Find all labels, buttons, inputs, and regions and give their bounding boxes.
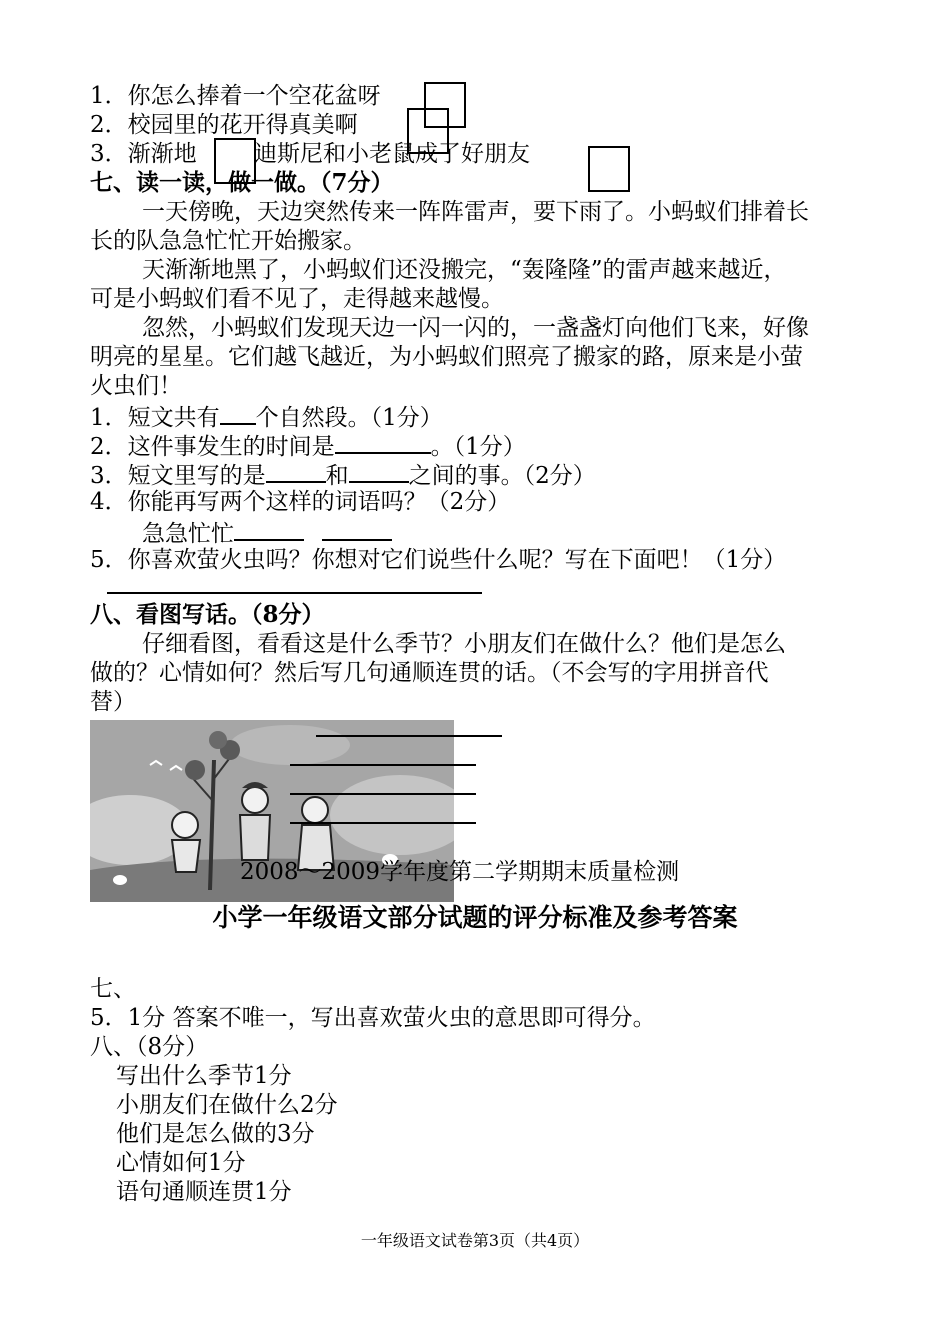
answer-box-4[interactable] [588, 146, 630, 192]
sentence-3a: 3．渐渐地 [90, 141, 197, 167]
question-4-example [142, 517, 392, 548]
answer-item: 心情如何1分 [116, 1150, 246, 1176]
blank-4a[interactable] [234, 517, 304, 541]
question-1 [90, 401, 443, 432]
passage-line: 明亮的星星。它们越飞越近，为小蚂蚁们照亮了搬家的路，原来是小萤 [90, 344, 803, 370]
blank-3b[interactable] [349, 459, 409, 483]
question-3-text-c: 之间的事。（2分） [408, 463, 596, 489]
passage-line: 天渐渐地黑了，小蚂蚁们还没搬完，“轰隆隆”的雷声越来越近， [142, 257, 787, 283]
passage-line: 可是小蚂蚁们看不见了，走得越来越慢。 [90, 286, 504, 312]
passage-line: 长的队急急忙忙开始搬家。 [90, 228, 366, 254]
writing-line-3[interactable] [290, 793, 476, 795]
answer-title-1: 2008～2009学年度第二学期期末质量检测 [240, 859, 680, 885]
blank-3a[interactable] [266, 459, 326, 483]
answer-section7-q5: 5．1分 答案不唯一，写出喜欢萤火虫的意思即可得分。 [90, 1005, 656, 1031]
answer-item: 小朋友们在做什么2分 [116, 1092, 338, 1118]
section7-heading: 七、读一读，做一做。（7分） [90, 169, 394, 196]
writing-line-4[interactable] [290, 822, 476, 824]
section8-heading: 八、看图写话。（8分） [90, 601, 325, 628]
question-4: 4．你能再写两个这样的词语吗？（2分） [90, 489, 511, 515]
answer-section8: 八、（8分） [90, 1034, 209, 1060]
passage-line: 一天傍晚，天边突然传来一阵阵雷声，要下雨了。小蚂蚁们排着长 [142, 199, 809, 225]
question-2 [90, 430, 526, 461]
prompt-line: 仔细看图，看看这是什么季节？小朋友们在做什么？他们是怎么 [142, 631, 786, 657]
question-5: 5．你喜欢萤火虫吗？你想对它们说些什么呢？写在下面吧！（1分） [90, 547, 787, 573]
writing-line-1[interactable] [316, 735, 502, 737]
prompt-line: 替） [90, 689, 136, 715]
answer-item: 语句通顺连贯1分 [116, 1179, 292, 1205]
question-3-text-b: 和 [325, 463, 349, 489]
page-footer: 一年级语文试卷第3页（共4页） [360, 1231, 590, 1250]
question-1-text-a: 1．短文共有 [90, 405, 220, 431]
question-2-text-b: 。（1分） [430, 434, 526, 460]
prompt-line: 做的？心情如何？然后写几句通顺连贯的话。（不会写的字用拼音代 [90, 660, 769, 686]
passage-line: 忽然，小蚂蚁们发现天边一闪一闪的，一盏盏灯向他们飞来，好像 [142, 315, 809, 341]
answer-section7: 七、 [90, 976, 136, 1002]
question-2-text-a: 2．这件事发生的时间是 [90, 434, 335, 460]
answer-line-q5[interactable] [107, 592, 482, 594]
sentence-2: 2．校园里的花开得真美啊 [90, 112, 358, 138]
passage-line: 火虫们！ [90, 373, 182, 399]
question-3 [90, 459, 596, 490]
answer-item: 他们是怎么做的3分 [116, 1121, 315, 1147]
blank-2[interactable] [335, 430, 431, 454]
sentence-1: 1．你怎么捧着一个空花盆呀 [90, 83, 381, 109]
answer-item: 写出什么季节1分 [116, 1063, 292, 1089]
example-word: 急急忙忙 [142, 521, 234, 547]
question-1-text-b: 个自然段。（1分） [255, 405, 443, 431]
answer-title-2: 小学一年级语文部分试题的评分标准及参考答案 [212, 903, 738, 932]
blank-4b[interactable] [322, 517, 392, 541]
question-3-text-a: 3．短文里写的是 [90, 463, 266, 489]
writing-line-2[interactable] [290, 764, 476, 766]
sentence-3b: 迪斯尼和小老鼠成了好朋友 [254, 141, 530, 167]
blank-1[interactable] [220, 401, 256, 425]
